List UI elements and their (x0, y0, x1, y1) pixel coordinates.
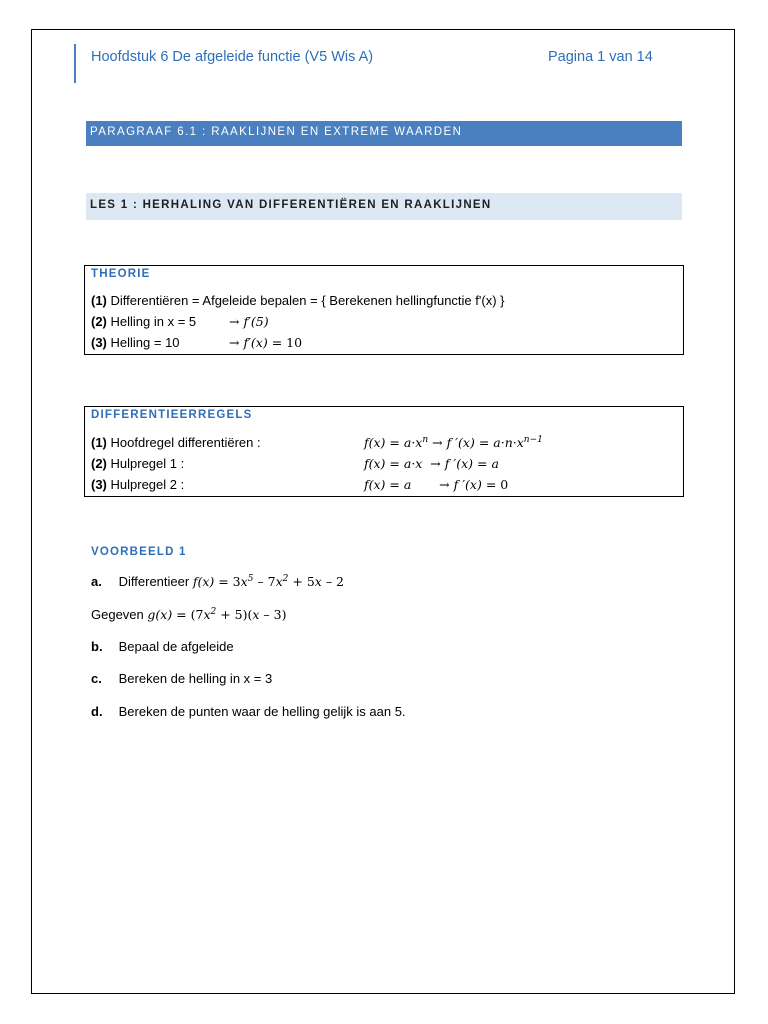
item-text: Helling = 10 (110, 335, 180, 350)
regels-item-3 (91, 477, 184, 492)
regels-item-1 (91, 435, 261, 450)
regels-item-2 (91, 456, 184, 471)
item-number: (1) (91, 435, 107, 450)
regels-box (84, 406, 684, 497)
regels-item-2-formula: f(x) = a·x → f ′(x) = a (364, 456, 499, 471)
item-number: (2) (91, 456, 107, 471)
section-banner: PARAGRAAF 6.1 : RAAKLIJNEN EN EXTREME WAARDEN (86, 121, 682, 146)
lesson-banner: LES 1 : HERHALING VAN DIFFERENTIËREN EN RAAKLIJNEN (86, 193, 682, 220)
question-text: Differentieer (118, 574, 190, 589)
item-text: Hulpregel 2 : (110, 477, 185, 492)
regels-item-3-formula: f(x) = a → f ′(x) = 0 (364, 477, 509, 492)
header-title: Hoofdstuk 6 De afgeleide functie (V5 Wis A) (91, 49, 374, 65)
question-label: d. (91, 704, 103, 719)
question-label: c. (91, 671, 102, 686)
item-text: Helling in x = 5 (110, 314, 197, 329)
item-text: Differentiëren = Afgeleide bepalen = { Berekenen hellingfunctie f'(x) } (110, 293, 505, 308)
theorie-box (84, 265, 684, 355)
question-label: b. (91, 639, 103, 654)
item-number: (1) (91, 293, 107, 308)
question-a (91, 574, 344, 589)
voorbeeld-title: VOORBEELD 1 (91, 546, 187, 558)
given-formula: $g(x) = (7x^2 + 5)(x - 3)$ (147, 607, 287, 622)
given-line (91, 607, 286, 622)
given-text: Gegeven (91, 607, 144, 622)
theorie-item-2 (91, 314, 196, 329)
question-d (91, 704, 406, 719)
theorie-item-3-formula: → f′(x) = 10 (229, 335, 303, 350)
item-text: Hoofdregel differentiëren : (110, 435, 261, 450)
question-label: a. (91, 574, 102, 589)
question-c (91, 671, 272, 686)
theorie-item-1 (91, 293, 504, 308)
question-b (91, 639, 234, 654)
question-text: Bepaal de afgeleide (118, 639, 234, 654)
item-number: (3) (91, 477, 107, 492)
item-number: (3) (91, 335, 107, 350)
question-a-formula: $f(x) = 3x^5 - 7x^2 + 5x - 2$ (192, 574, 345, 589)
regels-item-1-formula: $f(x) = a\cdot x^n \to f$ $'(x) = a\cdot n\cdot x^{n-1}$ (364, 435, 543, 450)
regels-title: DIFFERENTIEERREGELS (91, 409, 253, 421)
item-number: (2) (91, 314, 107, 329)
item-text: Hulpregel 1 : (110, 456, 185, 471)
question-text: Bereken de helling in x = 3 (118, 671, 273, 686)
header-accent-bar (74, 44, 76, 83)
header-page-number: Pagina 1 van 14 (548, 49, 653, 65)
page-frame (31, 29, 735, 994)
theorie-item-3 (91, 335, 180, 350)
question-text: Bereken de punten waar de helling gelijk is aan 5. (118, 704, 406, 719)
theorie-title: THEORIE (91, 268, 151, 280)
theorie-item-2-formula: → f′(5) (229, 314, 269, 329)
